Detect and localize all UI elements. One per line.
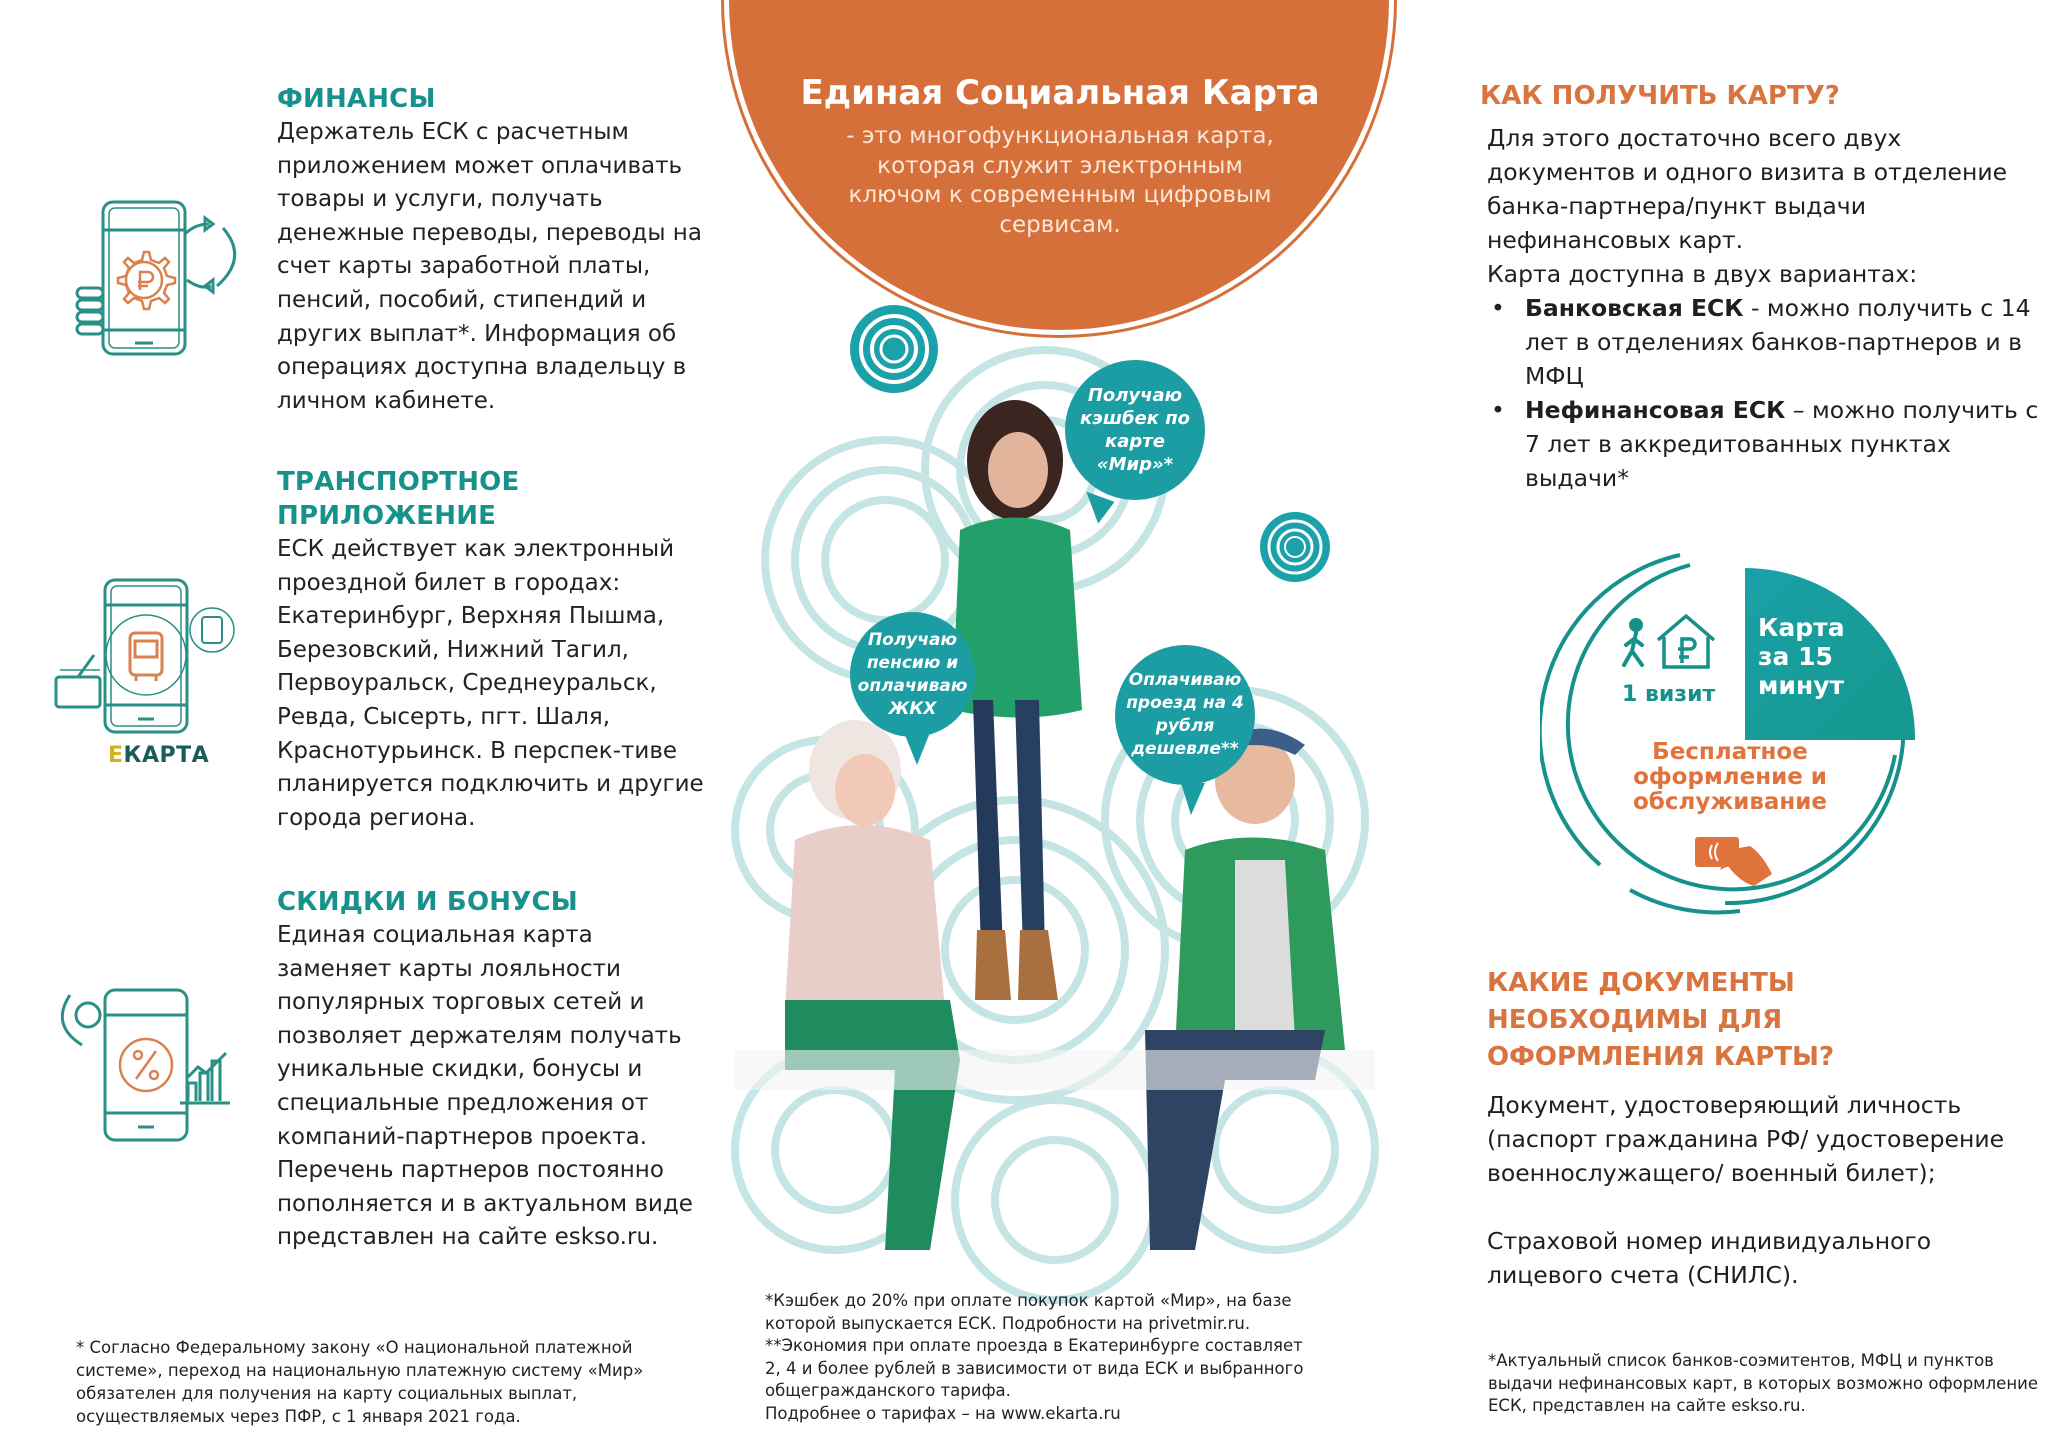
feature-title: ФИНАНСЫ bbox=[277, 84, 436, 114]
footnote-line: которой выпускается ЕСК. Подробности на privetmir.ru. bbox=[765, 1313, 1251, 1333]
speech-bubble-pension: Получаю пенсию и оплачиваю ЖКХ bbox=[850, 612, 975, 737]
feature-finance bbox=[277, 82, 707, 418]
feature-title: ТРАНСПОРТНОЕ ПРИЛОЖЕНИЕ bbox=[277, 467, 520, 531]
feature-body: Держатель ЕСК с расчетным приложением может оплачивать товары и услуги, получать денежные переводы, переводы на счет карты заработной платы, пенсий, пособий, стипендий и других выплат*. Информация об операциях доступна владельцу в личном кабинете. bbox=[277, 119, 702, 414]
document-item: Документ, удостоверяющий личность (паспорт гражданина РФ/ удостоверение военнослужащего/ военный билет); bbox=[1487, 1091, 2005, 1187]
feature-title: СКИДКИ И БОНУСЫ bbox=[277, 887, 578, 917]
phone-percent-chart-icon bbox=[50, 985, 250, 1160]
left-panel bbox=[0, 0, 715, 1447]
footnote-line: *Кэшбек до 20% при оплате покупок картой «Мир», на базе bbox=[765, 1291, 1292, 1310]
documents-title: КАКИЕ ДОКУМЕНТЫ НЕОБХОДИМЫ ДЛЯ ОФОРМЛЕНИЯ КАРТЫ? bbox=[1487, 968, 1835, 1072]
footnote-line: 2, 4 и более рублей в зависимости от вида ЕСК и выбранного bbox=[765, 1358, 1304, 1378]
feature-transport bbox=[277, 465, 707, 835]
grandmother-sitting bbox=[785, 720, 960, 1250]
how-to-get-title: КАК ПОЛУЧИТЬ КАРТУ? bbox=[1480, 81, 1840, 111]
footnote-line: общегражданского тарифа. bbox=[765, 1381, 1011, 1400]
hero-subtitle: - это многофункциональная карта, которая служит электронным ключом к современным цифровым сервисам. bbox=[846, 123, 1274, 238]
phone-gear-ruble-icon bbox=[55, 190, 265, 370]
variants-intro: Карта доступна в двух вариантах: bbox=[1487, 260, 1918, 288]
documents-list bbox=[1487, 1088, 2047, 1326]
center-footnote bbox=[765, 1290, 1385, 1425]
feature-discounts bbox=[277, 885, 707, 1255]
boy-sitting bbox=[1145, 729, 1345, 1250]
bank-house-icon bbox=[1658, 616, 1714, 667]
ekarta-logo: ЕКАРТА bbox=[108, 743, 210, 768]
how-intro: Для этого достаточно всего двух документов и одного визита в отделение банка-партнера/пункт выдачи нефинансовых карт. bbox=[1487, 124, 2008, 254]
left-footnote: * Согласно Федеральному закону «О национальной платежной системе», переход на национальную платежную систему «Мир» обязателен для получения на карту социальных выплат, осуществляемых через ПФР, с 1 января 2021 года. bbox=[76, 1338, 644, 1426]
people-photo bbox=[715, 390, 1415, 1290]
feature-body: ЕСК действует как электронный проездной билет в городах: Екатеринбург, Верхняя Пышма, Березовский, Нижний Тагил, Первоуральск, Среднеуральск, Ревда, Сысерть, пгт. Шаля, Краснотурьинск. В перспек-тиве планируется подключить и другие города региона. bbox=[277, 536, 704, 831]
footnote-line-link: Подробнее о тарифах – на www.ekarta.ru bbox=[765, 1403, 1121, 1423]
footnote-line: **Экономия при оплате проезда в Екатеринбурге составляет bbox=[765, 1336, 1303, 1355]
speech-bubble-cashback: Получаю кэшбек по карте «Мир»* bbox=[1065, 360, 1205, 500]
target-circle-icon bbox=[850, 305, 938, 393]
hero-title: Единая Социальная Карта bbox=[800, 73, 1320, 113]
speech-bubble-transport: Оплачиваю проезд на 4 рубля дешевле** bbox=[1115, 645, 1255, 785]
right-footnote: *Актуальный список банков-соэмитентов, МФЦ и пунктов выдачи нефинансовых карт, в которых возможно оформление ЕСК, представлен на сайте eskso.ru. bbox=[1488, 1351, 2038, 1415]
right-panel bbox=[1415, 0, 2048, 1447]
feature-body: Единая социальная карта заменяет карты лояльности популярных торговых сетей и позволяет держателям получать уникальные скидки, бонусы и специальные предложения от компаний-партнеров проекта. Перечень партнеров постоянно пополняется и в актуальном виде представлен на сайте eskso.ru. bbox=[277, 922, 693, 1251]
card-tap-icon bbox=[1695, 837, 1772, 886]
badge-one-visit: 1 визит bbox=[1622, 682, 1716, 707]
variant-list bbox=[1487, 291, 2047, 495]
variant-item: • Банковская ЕСК - можно получить с 14 лет в отделениях банков-партнеров и в МФЦ bbox=[1487, 291, 2047, 393]
center-panel bbox=[715, 0, 1415, 1447]
badge-15-minutes: Карта за 15 минут bbox=[1758, 613, 1845, 700]
how-to-get-body bbox=[1487, 121, 2047, 495]
document-item: Страховой номер индивидуального лицевого счета (СНИЛС). bbox=[1487, 1227, 1932, 1289]
walking-person-icon bbox=[1624, 620, 1642, 665]
variant-item: • Нефинансовая ЕСК – можно получить с 7 лет в аккредитованных пунктах выдачи* bbox=[1487, 393, 2047, 495]
badge-free-service: Бесплатное оформление и обслуживание bbox=[1632, 739, 1828, 815]
benefits-badge bbox=[1540, 545, 1910, 915]
